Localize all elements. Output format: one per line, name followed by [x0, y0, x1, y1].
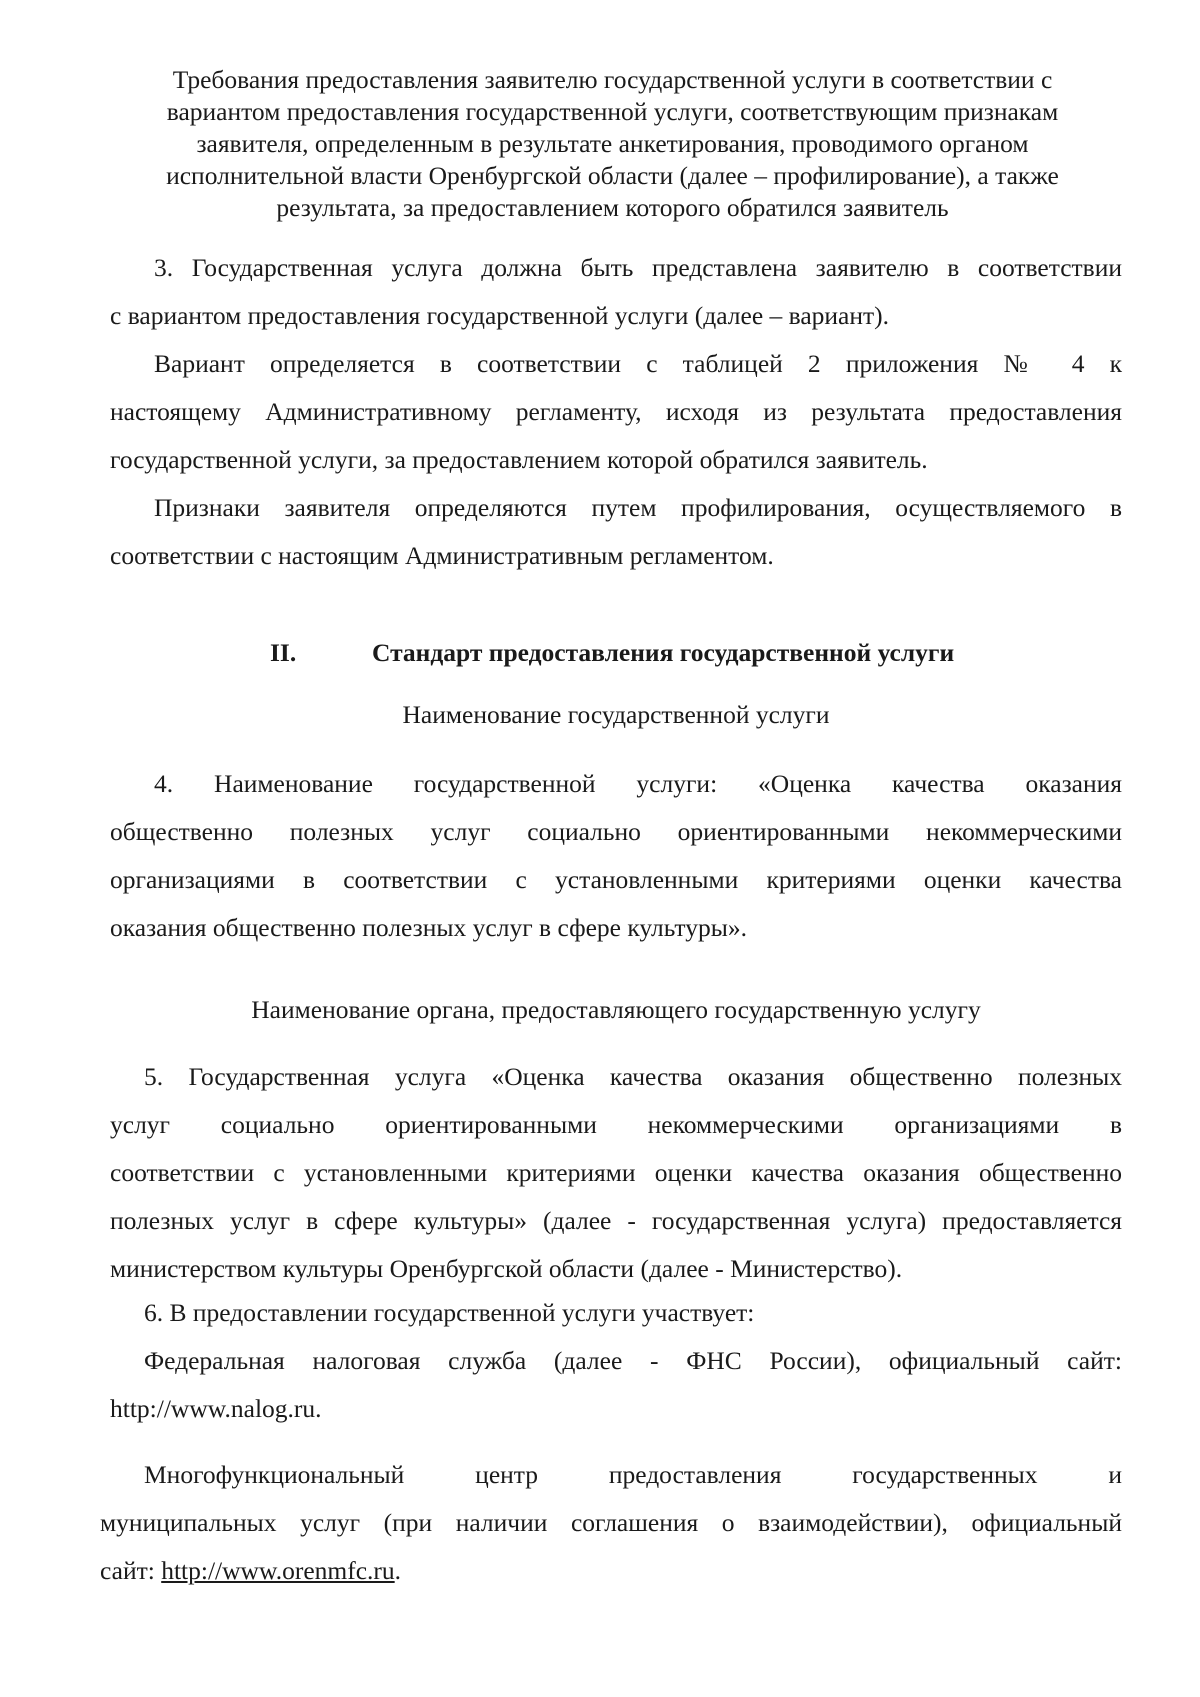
- paragraph-6: [110, 1289, 1122, 1433]
- site-end: .: [394, 1556, 402, 1585]
- paragraph-line: соответствии с настоящим Административным регламентом.: [110, 541, 774, 570]
- section-number: II.: [270, 638, 297, 667]
- paragraph-line: услуг социально ориентированными некоммерческими организациями в: [110, 1110, 1122, 1139]
- section-title: Стандарт предоставления государственной услуги: [372, 638, 955, 667]
- subheading-body-name: Наименование органа, предоставляющего государственную услугу: [251, 995, 981, 1024]
- paragraph-line: Федеральная налоговая служба (далее - ФНС России), официальный сайт:: [144, 1346, 1122, 1375]
- fns-site-link[interactable]: http://www.nalog.ru.: [110, 1394, 322, 1423]
- paragraph-mfc: [100, 1451, 1122, 1595]
- paragraph-line: министерством культуры Оренбургской области (далее - Министерство).: [110, 1254, 903, 1283]
- paragraph-line: полезных услуг в сфере культуры» (далее - государственная услуга) предоставляется: [110, 1206, 1122, 1235]
- intro-line: вариантом предоставления государственной услуги, соответствующим признакам: [166, 97, 1059, 126]
- intro-line: результата, за предоставлением которого обратился заявитель: [276, 193, 949, 222]
- paragraph-line: 5. Государственная услуга «Оценка качества оказания общественно полезных: [144, 1062, 1122, 1091]
- paragraph-line: 4. Наименование государственной услуги: «Оценка качества оказания: [154, 769, 1122, 798]
- mfc-site-link[interactable]: http://www.orenmfc.ru: [161, 1556, 395, 1585]
- paragraph-line: Многофункциональный центр предоставления государственных и: [144, 1460, 1122, 1489]
- paragraph-line: 6. В предоставлении государственной услуги участвует:: [144, 1298, 755, 1327]
- intro-line: исполнительной власти Оренбургской области (далее – профилирование), а также: [166, 161, 1059, 190]
- paragraph-4: [110, 760, 1122, 952]
- intro-line: Требования предоставления заявителю государственной услуги в соответствии с: [172, 65, 1053, 94]
- paragraph-line: государственной услуги, за предоставлением которой обратился заявитель.: [110, 445, 928, 474]
- paragraph-line: муниципальных услуг (при наличии соглашения о взаимодействии), официальный: [100, 1508, 1122, 1537]
- paragraph-line: общественно полезных услуг социально ориентированными некоммерческими: [110, 817, 1122, 846]
- paragraph-5: [110, 1053, 1122, 1293]
- paragraph-line: с вариантом предоставления государственной услуги (далее – вариант).: [110, 301, 890, 330]
- paragraph-line: 3. Государственная услуга должна быть представлена заявителю в соответствии: [154, 253, 1122, 282]
- site-label: сайт:: [100, 1556, 162, 1585]
- paragraph-line: Признаки заявителя определяются путем профилирования, осуществляемого в: [154, 493, 1122, 522]
- intro-heading: [115, 64, 1110, 224]
- paragraph-line: организациями в соответствии с установленными критериями оценки качества: [110, 865, 1122, 894]
- paragraph-line: настоящему Административному регламенту, исходя из результата предоставления: [110, 397, 1122, 426]
- paragraph-3: [110, 244, 1122, 580]
- paragraph-line: оказания общественно полезных услуг в сфере культуры».: [110, 913, 747, 942]
- intro-line: заявителя, определенным в результате анкетирования, проводимого органом: [196, 129, 1029, 158]
- paragraph-line: соответствии с установленными критериями оценки качества оказания общественно: [110, 1158, 1122, 1187]
- paragraph-line: Вариант определяется в соответствии с таблицей 2 приложения № 4 к: [154, 349, 1122, 378]
- paragraph-line: [100, 1547, 1122, 1595]
- subheading-service-name: Наименование государственной услуги: [402, 700, 830, 729]
